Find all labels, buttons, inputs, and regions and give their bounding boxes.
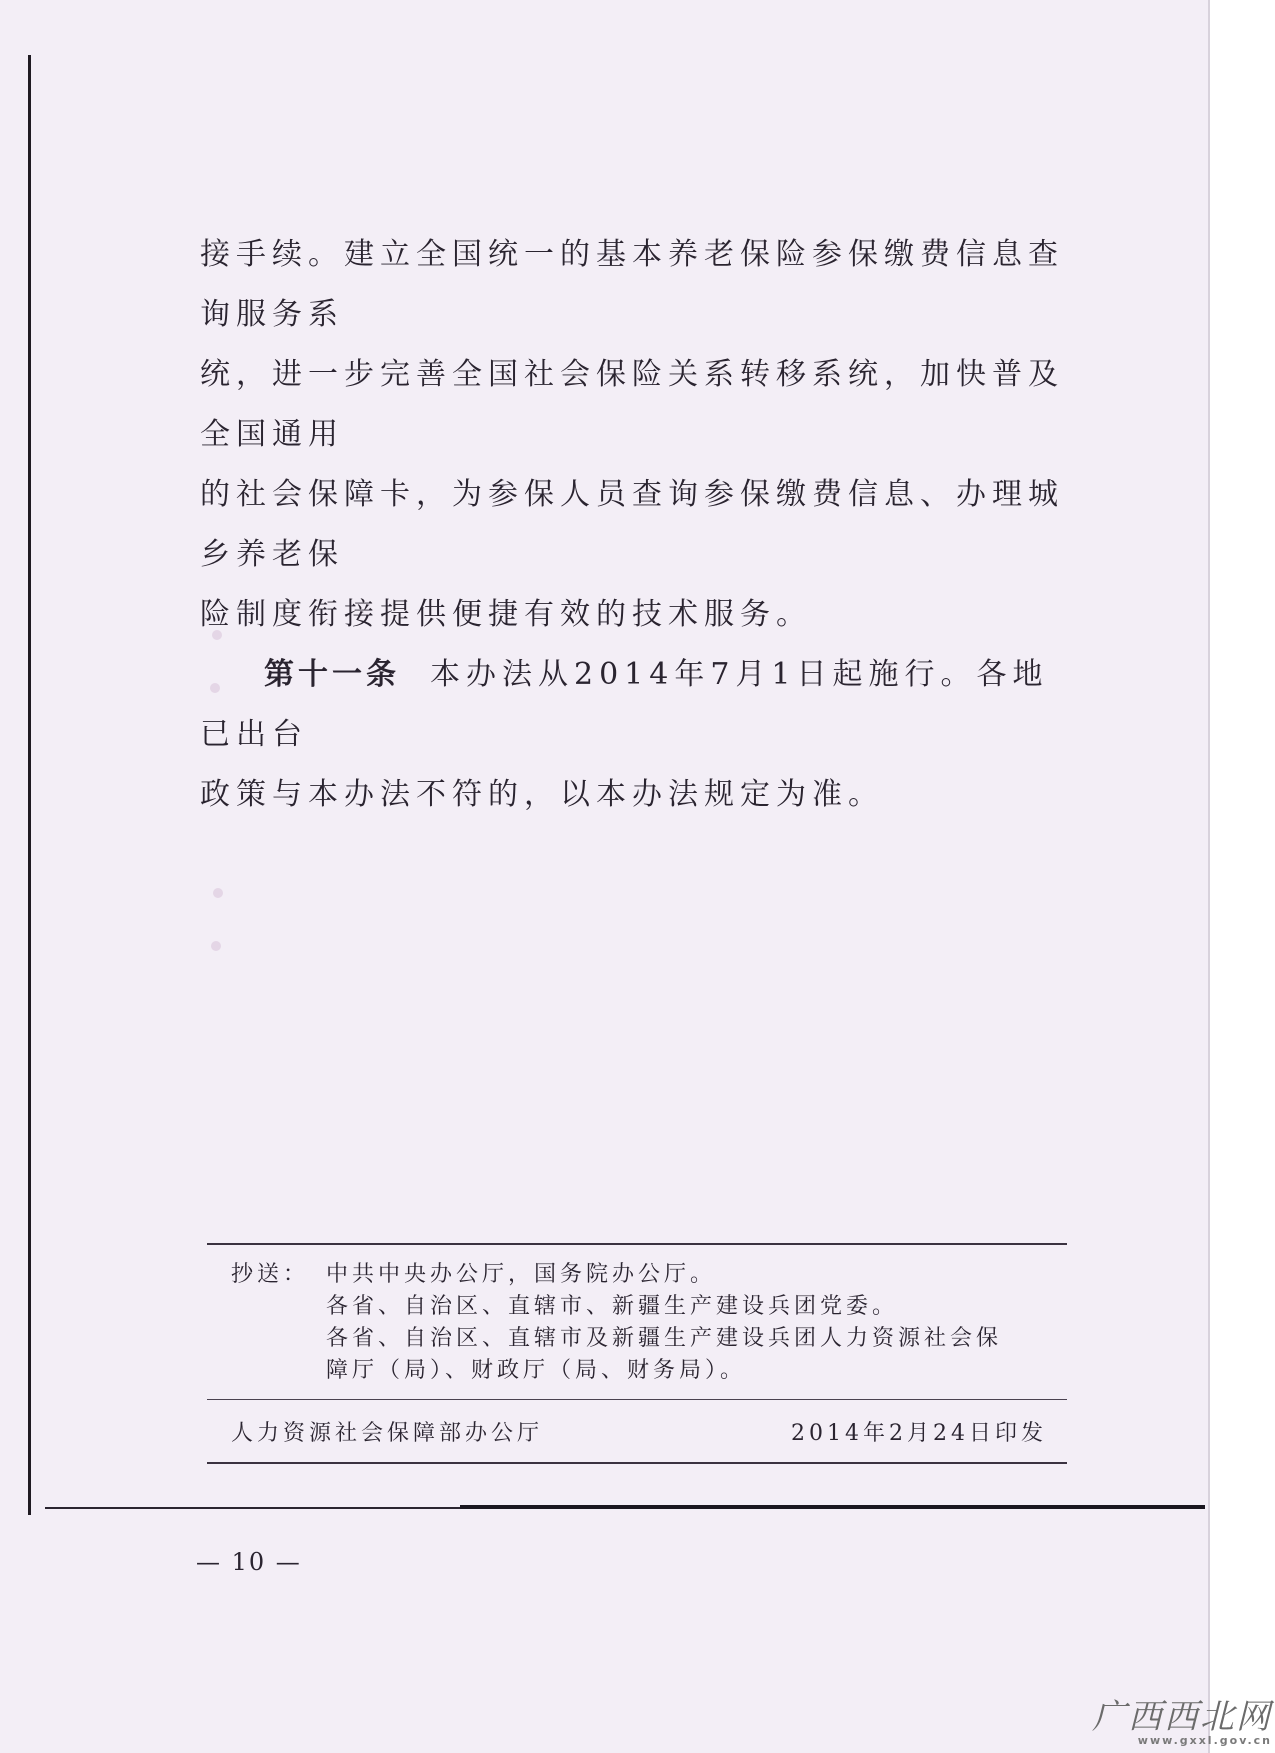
cc-recipient: 障厅（局）、财政厅（局、财务局）。 bbox=[326, 1358, 747, 1383]
bottom-rule bbox=[207, 1462, 1067, 1464]
body-line-1: 接手续。建立全国统一的基本养老保险参保缴费信息查询服务系 bbox=[200, 237, 1064, 332]
issue-row bbox=[207, 1400, 1067, 1462]
body-line-4: 险制度衔接提供便捷有效的技术服务。 bbox=[200, 597, 812, 632]
issuer: 人力资源社会保障部办公厅 bbox=[231, 1421, 544, 1446]
cc-recipient: 各省、自治区、直辖市、新疆生产建设兵团党委。 bbox=[326, 1294, 899, 1319]
watermark-title: 广西西北网 bbox=[1092, 1697, 1272, 1737]
article-label: 第十一条 bbox=[264, 657, 400, 692]
article-11-paragraph bbox=[200, 645, 1065, 765]
cc-recipient: 各省、自治区、直辖市及新疆生产建设兵团人力资源社会保 bbox=[326, 1326, 1003, 1351]
left-margin-rule bbox=[28, 55, 31, 1515]
body-line-2: 统，进一步完善全国社会保险关系转移系统，加快普及全国通用 bbox=[200, 357, 1064, 452]
body-text bbox=[200, 225, 1065, 825]
page-bottom-rule-thick bbox=[460, 1505, 1205, 1509]
cc-label: 抄送： bbox=[231, 1262, 310, 1287]
scan-speck bbox=[211, 941, 221, 951]
cc-recipients bbox=[326, 1259, 1067, 1387]
cc-recipient: 中共中央办公厅，国务院办公厅。 bbox=[326, 1262, 717, 1287]
article-11-line-1: 本办法从2014年7月1日起施行。各地已出台 bbox=[200, 657, 1049, 752]
scan-speck bbox=[213, 888, 223, 898]
scan-speck bbox=[212, 630, 222, 640]
watermark-url: www.gxxl.gov.cn bbox=[1137, 1734, 1272, 1747]
issue-date: 2014年2月24日印发 bbox=[791, 1421, 1047, 1446]
cc-list bbox=[207, 1245, 1067, 1399]
site-watermark bbox=[1082, 1697, 1272, 1747]
scan-speck bbox=[210, 683, 220, 693]
body-line-3: 的社会保障卡，为参保人员查询参保缴费信息、办理城乡养老保 bbox=[200, 477, 1064, 572]
page-number: — 10 — bbox=[196, 1548, 302, 1576]
distribution-block bbox=[207, 1243, 1067, 1464]
article-11-line-2: 政策与本办法不符的，以本办法规定为准。 bbox=[200, 777, 884, 812]
